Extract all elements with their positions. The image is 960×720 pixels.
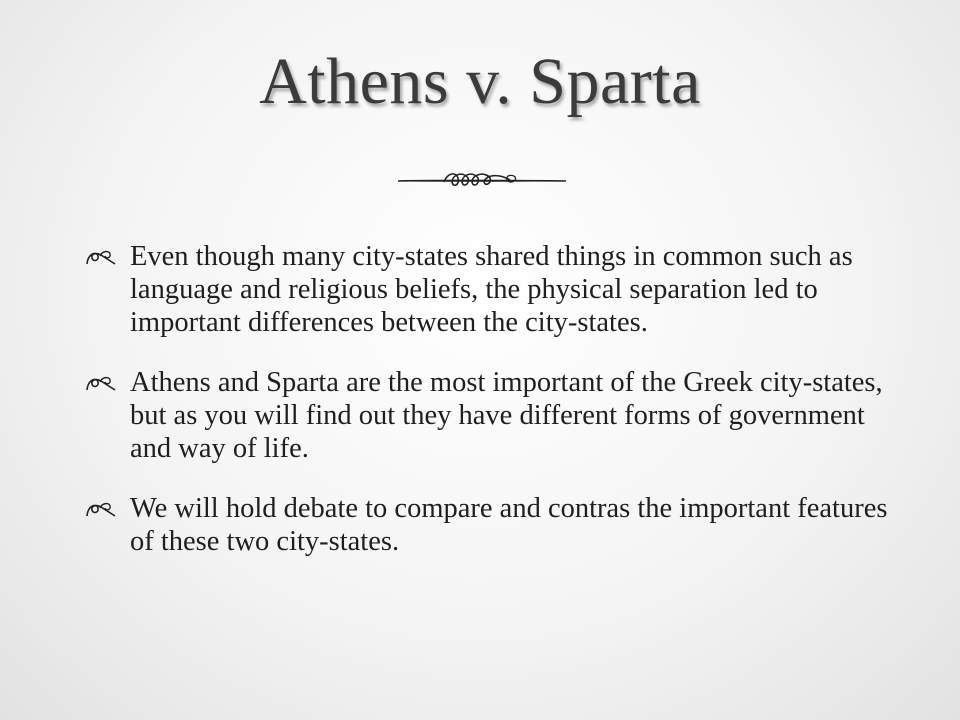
bullet-item <box>84 492 904 558</box>
bullet-text: Athens and Sparta are the most important of the Greek city-states, but as you will find out they have different forms of government and way of life. <box>130 367 883 464</box>
slide-title: Athens v. Sparta <box>259 45 701 118</box>
double-curl-bullet-icon <box>84 499 118 519</box>
flourish-divider-icon <box>396 168 568 194</box>
double-curl-bullet-icon <box>84 247 118 267</box>
bullet-text: Even though many city-states shared things in common such as language and religious beliefs, the physical separation led to important differences between the city-states. <box>130 241 853 338</box>
bullet-item <box>84 366 904 465</box>
bullet-text: We will hold debate to compare and contras the important features of these two city-states. <box>130 493 888 557</box>
bullet-list <box>84 240 904 585</box>
double-curl-bullet-icon <box>84 373 118 393</box>
bullet-item <box>84 240 904 339</box>
